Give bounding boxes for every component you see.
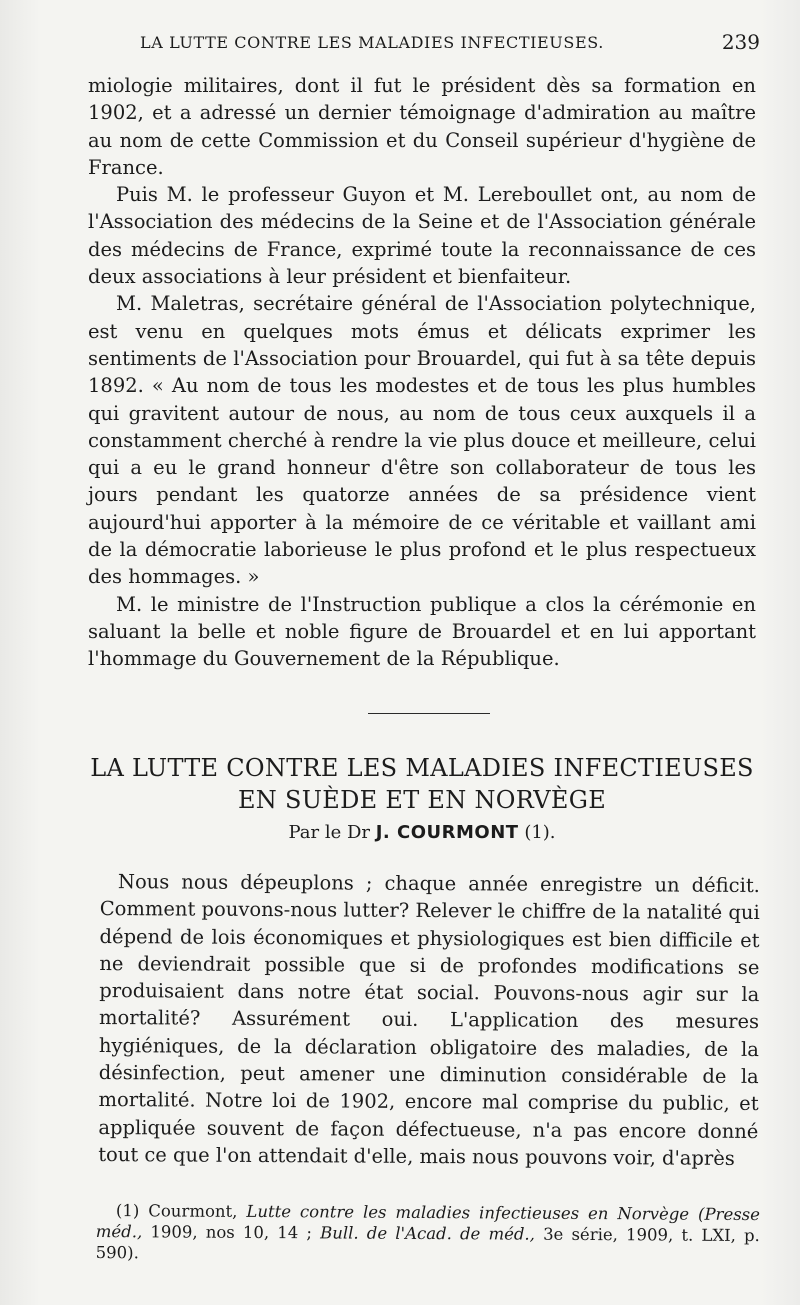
section-divider — [368, 713, 490, 714]
article-body — [98, 868, 760, 1172]
article-title-line: EN SUÈDE ET EN NORVÈGE — [237, 786, 607, 814]
footnote — [96, 1200, 760, 1267]
footnote-journal: (Presse méd., — [95, 1204, 761, 1242]
footnote-marker: (1) — [115, 1201, 140, 1221]
footnote-reference-detail: 3e série, 1909, t. LXI, p. 590). — [95, 1224, 760, 1263]
footnote-work-title: Lutte contre les maladies infectieuses en Norvège — [246, 1201, 690, 1224]
article-title-line: LA LUTTE CONTRE LES MALADIES INFECTIEUSES — [90, 754, 754, 782]
author-name: J. COURMONT — [375, 822, 519, 843]
footnote-journal: Bull. de l'Acad. de méd., — [320, 1223, 536, 1244]
byline-prefix: Par le Dr — [288, 822, 370, 843]
page-number: 239 — [721, 30, 760, 54]
paragraph: Puis M. le professeur Guyon et M. Lereboullet ont, au nom de l'Association des médecins de la Seine et de l'Association générale des médecins de France, exprimé toute la reconnaissance de ces deux associations à leur président et bienfaiteur. — [88, 183, 756, 289]
footnote-reference: (1). — [524, 822, 556, 843]
footnote-reference-detail: 1909, nos 10, 14 ; — [150, 1222, 313, 1243]
paragraph: Nous nous dépeuplons ; chaque année enregistre un déficit. Comment pouvons-nous lutter? Relever le chiffre de la natalité qui dépend de lois économiques et physiologiques est bien difficile et ne deviendrait possible que si de profondes modifications se produisaient dans notre état social. Pouvons-nous agir sur la mortalité? Assurément oui. L'application des mesures hygiéniques, de la déclaration obligatoire des maladies, de la désinfection, peut amener une diminution considérable de la mortalité. Notre loi de 1902, encore mal comprise du public, et appliquée souvent de façon défectueuse, n'a pas encore donné tout ce que l'on attendait d'elle, mais nous pouvons voir, d'après — [98, 870, 760, 1170]
running-header — [140, 30, 760, 54]
section-body — [88, 72, 756, 673]
paragraph: M. le ministre de l'Instruction publique a clos la cérémonie en saluant la belle et noble figure de Brouardel et en lui apportant l'hommage du Gouvernement de la République. — [88, 592, 756, 671]
article-title — [88, 752, 756, 816]
footnote-author: Courmont, — [148, 1201, 238, 1221]
running-title: LA LUTTE CONTRE LES MALADIES INFECTIEUSES. — [140, 33, 604, 52]
paragraph: miologie militaires, dont il fut le président dès sa formation en 1902, et a adressé un dernier témoignage d'admiration au maître au nom de cette Commission et du Conseil supérieur d'hygiène de France. — [88, 74, 756, 179]
article-byline — [88, 822, 756, 843]
paragraph: M. Maletras, secrétaire général de l'Association polytechnique, est venu en quelques mots émus et délicats exprimer les sentiments de l'Association pour Brouardel, qui fut à sa tête depuis 1892. « Au nom de tous les modestes et de tous les plus humbles qui gravitent autour de nous, au nom de tous ceux auxquels il a constamment cherché à rendre la vie plus douce et meilleure, celui qui a eu le grand honneur d'être son collaborateur de tous les jours pendant les quatorze années de sa présidence vient aujourd'hui apporter à la mémoire de ce véritable et vaillant ami de la démocratie laborieuse le plus profond et le plus respectueux des hommages. » — [88, 292, 756, 589]
